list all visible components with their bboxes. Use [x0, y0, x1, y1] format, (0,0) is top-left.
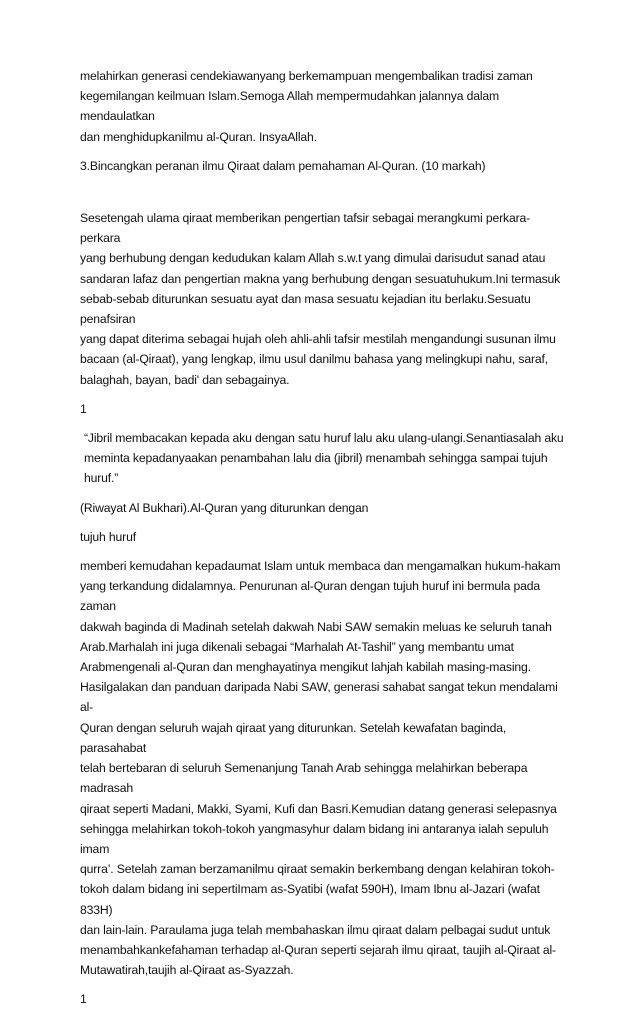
document-page — [80, 66, 570, 1019]
paragraph-intro-conclusion: melahirkan generasi cendekiawanyang berkemampuan mengembalikan tradisi zaman kegemilangan keilmuan Islam.Semoga Allah mempermudahkan jalannya dalam mendaulatkan dan menghidupkanilmu al-Quran. InsyaAllah. — [80, 69, 533, 144]
hadith-quote: “Jibril membacakan kepada aku dengan satu huruf lalu aku ulang-ulangi.Senantiasalah aku meminta kepadanyaakan penambahan lalu dia (jibril) menambah sehingga sampai tujuh huruf.” — [84, 431, 564, 486]
paragraph-tafsir-definition: Sesetengah ulama qiraat memberikan pengertian tafsir sebagai merangkumi perkara-perkara yang berhubung dengan kedudukan kalam Allah s.w.t yang dimulai darisudut sanad atau sandaran lafaz dan pengertian makna yang berhubung dengan sesuatuhukum.Ini termasuk sebab-sebab diturunkan sesuatu ayat dan masa sesuatu kejadian itu berlaku.Sesuatu penafsiran yang dapat diterima sebagai hujah oleh ahli-ahli tafsir mestilah mengandungi susunan ilmu bacaan (al-Qiraat), yang lengkap, ilmu usul danilmu bahasa yang melingkupi nahu, saraf, balaghah, bayan, badi' dan sebagainya. — [80, 211, 561, 387]
subheading-tujuh-huruf: tujuh huruf — [80, 529, 136, 544]
paragraph-qiraat-history: memberi kemudahan kepadaumat Islam untuk membaca dan mengamalkan hukum-hakam yang terkandung didalamnya. Penurunan al-Quran dengan tujuh huruf ini bermula pada zaman dakwah baginda di Madinah setelah dakwah Nabi SAW semakin meluas ke seluruh tanah Arab.Marhalah ini juga dikenali sebagai “Marhalah At-Tashil” yang membantu umat Arabmengenali al-Quran dan menghayatinya mengikut lahjah kabilah masing-masing. Hasilgalakan dan panduan daripada Nabi SAW, generasi sahabat sangat tekun mendalami al- Quran dengan seluruh wajah qiraat yang diturunkan. Setelah kewafatan baginda, parasahabat telah bertebaran di seluruh Semenanjung Tanah Arab sehingga melahirkan beberapa madrasah qiraat seperti Madani, Makki, Syami, Kufi dan Basri.Kemudian datang generasi selepasnya sehingga melahirkan tokoh-tokoh yangmasyhur dalam bidang ini antaranya ialah sepuluh imam qurra’. Setelah zaman berzamanilmu qiraat semakin berkembang dengan kelahiran tokoh- tokoh dalam bidang ini sepertiImam as-Syatibi (wafat 590H), Imam Ibnu al-Jazari (wafat 833H) dan lain-lain. Paraulama juga telah membahaskan ilmu qiraat dalam pelbagai sudut untuk menambahkankefahaman terhadap al-Quran seperti sejarah ilmu qiraat, taujih al-Qiraat al- Mutawatirah,taujih al-Qiraat as-Syazzah. — [80, 559, 561, 978]
footnote-marker: 1 — [80, 401, 87, 416]
footnote-marker-2: 1 — [80, 992, 87, 1007]
hadith-source: (Riwayat Al Bukhari).Al-Quran yang diturunkan dengan — [80, 500, 369, 515]
question-heading: 3.Bincangkan peranan ilmu Qiraat dalam pemahaman Al-Quran. (10 markah) — [80, 158, 486, 173]
